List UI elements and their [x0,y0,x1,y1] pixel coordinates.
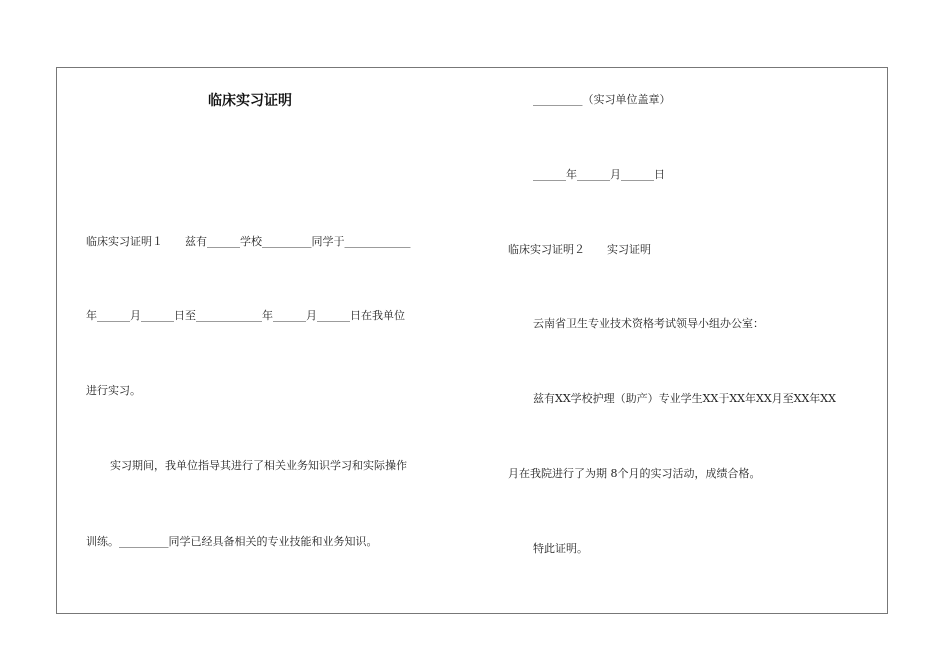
seal-line: _________（实习单位盖章） [533,93,671,106]
certificate-2-heading: 临床实习证明２ 实习证明 [508,243,651,256]
date-line: ______年______月______日 [533,168,665,181]
document-title: 临床实习证明 [208,93,292,109]
certificate-1-training-line: 训练。_________同学已经具备相关的专业技能和业务知识。 [86,535,378,548]
closing-line: 特此证明。 [533,542,588,555]
certificate-1-date-line: 年______月______日至____________年______月______日在我单位 [86,309,405,322]
page-frame [56,67,888,614]
certificate-1-line: 临床实习证明１ 兹有______学校_________同学于____________ [86,235,411,248]
certificate-2-body-line: 兹有XX学校护理（助产）专业学生XX于XX年XX月至XX年XX [533,392,836,405]
addressee-line: 云南省卫生专业技术资格考试领导小组办公室： [533,317,764,330]
certificate-1-internship-line: 进行实习。 [86,384,141,397]
certificate-1-period-line: 实习期间，我单位指导其进行了相关业务知识学习和实际操作 [110,459,407,472]
certificate-2-result-line: 月在我院进行了为期 8个月的实习活动，成绩合格。 [508,467,761,480]
